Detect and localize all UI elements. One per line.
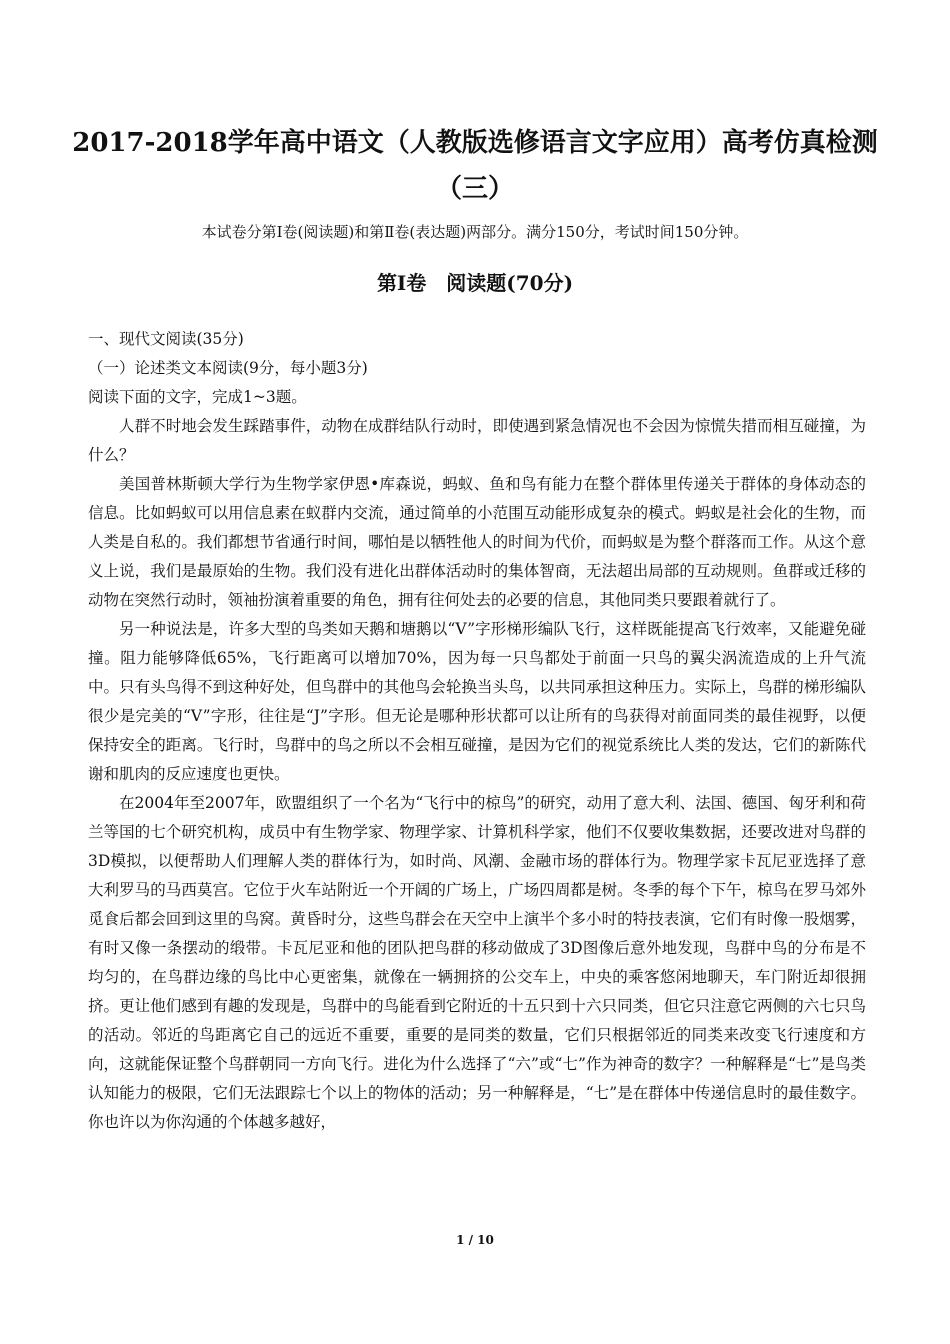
part-heading: 一、现代文阅读(35分) (88, 330, 244, 348)
document-body (88, 325, 866, 1137)
page-number: 1 / 10 (456, 1233, 494, 1247)
paragraph-1: 人群不时地会发生踩踏事件，动物在成群结队行动时，即使遇到紧急情况也不会因为惊慌失措而相互碰撞，为什么？ (88, 417, 866, 464)
document-title: 2017-2018学年高中语文（人教版选修语言文字应用）高考仿真检测 (72, 128, 878, 158)
exam-intro: 本试卷分第Ⅰ卷(阅读题)和第Ⅱ卷(表达题)两部分。满分150分，考试时间150分钟。 (201, 223, 749, 241)
reading-instruction: 阅读下面的文字，完成1~3题。 (88, 388, 307, 406)
paragraph-3: 另一种说法是，许多大型的鸟类如天鹅和塘鹅以“V”字形梯形编队飞行，这样既能提高飞行效率，又能避免碰撞。阻力能够降低65%，飞行距离可以增加70%，因为每一只鸟都处于前面一只鸟的翼尖涡流造成的上升气流中。只有头鸟得不到这种好处，但鸟群中的其他鸟会轮换当头鸟，以共同承担这种压力。实际上，鸟群的梯形编队很少是完美的“V”字形，往往是“J”字形。但无论是哪种形状都可以让所有的鸟获得对前面同类的最佳视野，以便保持安全的距离。飞行时，鸟群中的鸟之所以不会相互碰撞，是因为它们的视觉系统比人类的发达，它们的新陈代谢和肌肉的反应速度也更快。 (88, 620, 866, 783)
section-title: 第Ⅰ卷 阅读题(70分) (376, 271, 574, 295)
paragraph-4: 在2004年至2007年，欧盟组织了一个名为“飞行中的椋鸟”的研究，动用了意大利、法国、德国、匈牙利和荷兰等国的七个研究机构，成员中有生物学家、物理学家、计算机科学家，他们不仅要收集数据，还要改进对鸟群的3D模拟，以便帮助人们理解人类的群体行为，如时尚、风潮、金融市场的群体行为。物理学家卡瓦尼亚选择了意大利罗马的马西莫宫。它位于火车站附近一个开阔的广场上，广场四周都是树。冬季的每个下午，椋鸟在罗马郊外觅食后都会回到这里的鸟窝。黄昏时分，这些鸟群会在天空中上演半个多小时的特技表演，它们有时像一股烟雾，有时又像一条摆动的缎带。卡瓦尼亚和他的团队把鸟群的移动做成了3D图像后意外地发现，鸟群中鸟的分布是不均匀的，在鸟群边缘的鸟比中心更密集，就像在一辆拥挤的公交车上，中央的乘客悠闲地聊天，车门附近却很拥挤。更让他们感到有趣的发现是，鸟群中的鸟能看到它附近的十五只到十六只同类，但它只注意它两侧的六七只鸟的活动。邻近的鸟距离它自己的远近不重要，重要的是同类的数量，它们只根据邻近的同类来改变飞行速度和方向，这就能保证整个鸟群朝同一方向飞行。进化为什么选择了“六”或“七”作为神奇的数字？一种解释是“七”是鸟类认知能力的极限，它们无法跟踪七个以上的物体的活动；另一种解释是，“七”是在群体中传递信息时的最佳数字。你也许以为你沟通的个体越多越好， (88, 794, 866, 1131)
paragraph-2: 美国普林斯顿大学行为生物学家伊恩•库森说，蚂蚁、鱼和鸟有能力在整个群体里传递关于群体的身体动态的信息。比如蚂蚁可以用信息素在蚁群内交流，通过简单的小范围互动能形成复杂的模式。蚂蚁是社会化的生物，而人类是自私的。我们都想节省通行时间，哪怕是以牺牲他人的时间为代价，而蚂蚁是为整个群落而工作。从这个意义上说，我们是最原始的生物。我们没有进化出群体活动时的集体智商，无法超出局部的互动规则。鱼群或迁移的动物在突然行动时，领袖扮演着重要的角色，拥有往何处去的必要的信息，其他同类只要跟着就行了。 (88, 475, 866, 609)
document-title-subtitle: （三） (435, 174, 514, 204)
subpart-heading: （一）论述类文本阅读(9分，每小题3分) (88, 359, 368, 377)
